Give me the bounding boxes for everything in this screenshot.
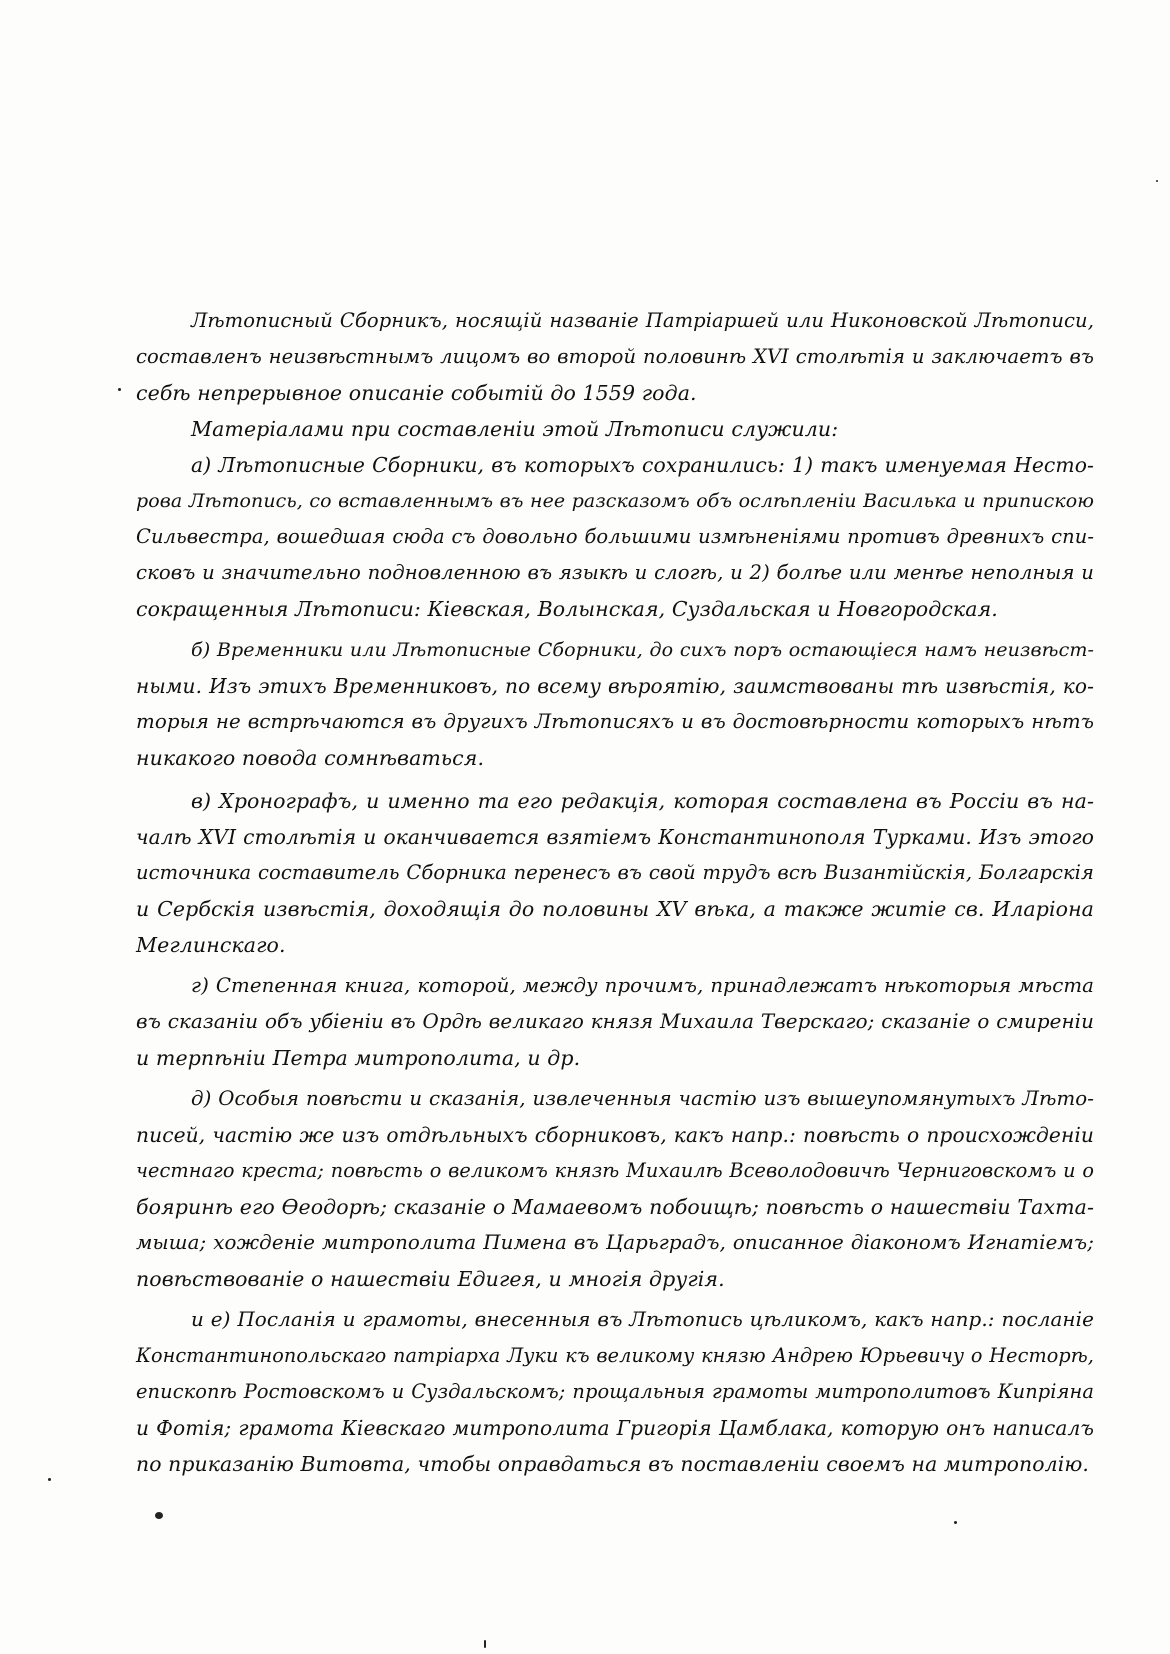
text-line: Матеріалами при составленіи этой Лѣтописи служили:	[191, 417, 839, 441]
text-line: г) Степенная книга, которой, между прочимъ, принадлежатъ нѣкоторыя мѣста	[191, 974, 1094, 997]
paragraph-item-e	[136, 1302, 1094, 1482]
paragraph-item-d	[136, 1081, 1094, 1297]
text-line: б) Временники или Лѣтописные Сборники, до сихъ поръ остающіеся намъ неизвѣст-	[191, 639, 1094, 661]
text-line: в) Хронографъ, и именно та его редакція, которая составлена въ Россіи въ на-	[191, 789, 1094, 813]
text-line: источника составитель Сборника перенесъ въ свой трудъ всѣ Византійскія, Болгарскія	[136, 861, 1094, 884]
text-line: Меглинскаго.	[136, 933, 286, 957]
text-line: Константинопольскаго патріарха Луки къ великому князю Андрею Юрьевичу о Несторѣ,	[136, 1344, 1094, 1367]
text-line: чалѣ XVI столѣтія и оканчивается взятіемъ Константинополя Турками. Изъ этого	[136, 825, 1094, 849]
text-line: сокращенныя Лѣтописи: Кіевская, Волынская, Суздальская и Новгородская.	[136, 597, 998, 621]
scan-speck	[118, 388, 121, 391]
text-line: и терпѣніи Петра митрополита, и др.	[136, 1046, 581, 1070]
scan-speck	[954, 1521, 957, 1524]
scan-speck	[48, 1478, 51, 1481]
text-line: мыша; хожденіе митрополита Пимена въ Царьградъ, описанное діакономъ Игнатіемъ;	[136, 1231, 1094, 1254]
paragraph-item-b	[136, 632, 1094, 776]
text-line: и Сербскія извѣстія, доходящія до половины XV вѣка, а также житіе св. Иларіона	[136, 897, 1094, 921]
text-line: себѣ непрерывное описаніе событій до 1559 года.	[136, 381, 697, 405]
document-body	[136, 303, 1094, 1482]
text-line: ными. Изъ этихъ Временниковъ, по всему вѣроятію, заимствованы тѣ извѣстія, ко-	[136, 674, 1094, 698]
paragraph-item-g	[136, 968, 1094, 1076]
text-line: составленъ неизвѣстнымъ лицомъ во второй половинѣ XVI столѣтія и заключаетъ въ	[136, 345, 1094, 368]
text-line: Лѣтописный Сборникъ, носящій названіе Патріаршей или Никоновской Лѣтописи,	[191, 309, 1094, 332]
scan-speck	[155, 1512, 163, 1519]
text-line: писей, частію же изъ отдѣльныхъ сборниковъ, какъ напр.: повѣсть о происхожденіи	[136, 1123, 1094, 1147]
text-line: и е) Посланія и грамоты, внесенныя въ Лѣтопись цѣликомъ, какъ напр.: посланіе	[191, 1308, 1094, 1331]
scan-speck	[1156, 180, 1158, 182]
text-line: д) Особыя повѣсти и сказанія, извлеченныя частію изъ вышеупомянутыхъ Лѣто-	[191, 1087, 1094, 1110]
text-line: въ сказаніи объ убіеніи въ Ордѣ великаго князя Михаила Тверскаго; сказаніе о смиреніи	[136, 1010, 1094, 1033]
text-line: честнаго креста; повѣсть о великомъ князѣ Михаилѣ Всеволодовичѣ Черниговскомъ и о	[136, 1159, 1094, 1182]
paragraph-materials	[136, 411, 1094, 447]
text-line: по приказанію Витовта, чтобы оправдаться въ поставленіи своемъ на митрополію.	[136, 1452, 1089, 1476]
text-line: и Фотія; грамота Кіевскаго митрополита Григорія Цамблака, которую онъ написалъ	[136, 1416, 1094, 1440]
text-line: повѣствованіе о нашествіи Едигея, и многія другія.	[136, 1267, 725, 1291]
text-line: епископѣ Ростовскомъ и Суздальскомъ; прощальныя грамоты митрополитовъ Кипріяна	[136, 1380, 1094, 1403]
text-line: бояринѣ его Ѳеодорѣ; сказаніе о Мамаевомъ побоищѣ; повѣсть о нашествіи Тахта-	[136, 1195, 1094, 1219]
paragraph-item-v	[136, 783, 1094, 963]
scan-speck	[484, 1640, 486, 1648]
text-line: сковъ и значительно подновленною въ языкѣ и слогѣ, и 2) болѣе или менѣе неполныя и	[136, 561, 1094, 584]
paragraph-item-a	[136, 447, 1094, 627]
text-line: торыя не встрѣчаются въ другихъ Лѣтописяхъ и въ достовѣрности которыхъ нѣтъ	[136, 710, 1094, 733]
text-line: а) Лѣтописные Сборники, въ которыхъ сохранились: 1) такъ именуемая Несто-	[191, 453, 1094, 477]
text-line: рова Лѣтопись, со вставленнымъ въ нее разсказомъ объ ослѣпленіи Василька и припискою	[136, 490, 1094, 512]
text-line: Сильвестра, вошедшая сюда съ довольно большими измѣненіями противъ древнихъ спи-	[136, 525, 1094, 548]
paragraph-intro	[136, 303, 1094, 411]
text-line: никакого повода сомнѣваться.	[136, 746, 485, 770]
